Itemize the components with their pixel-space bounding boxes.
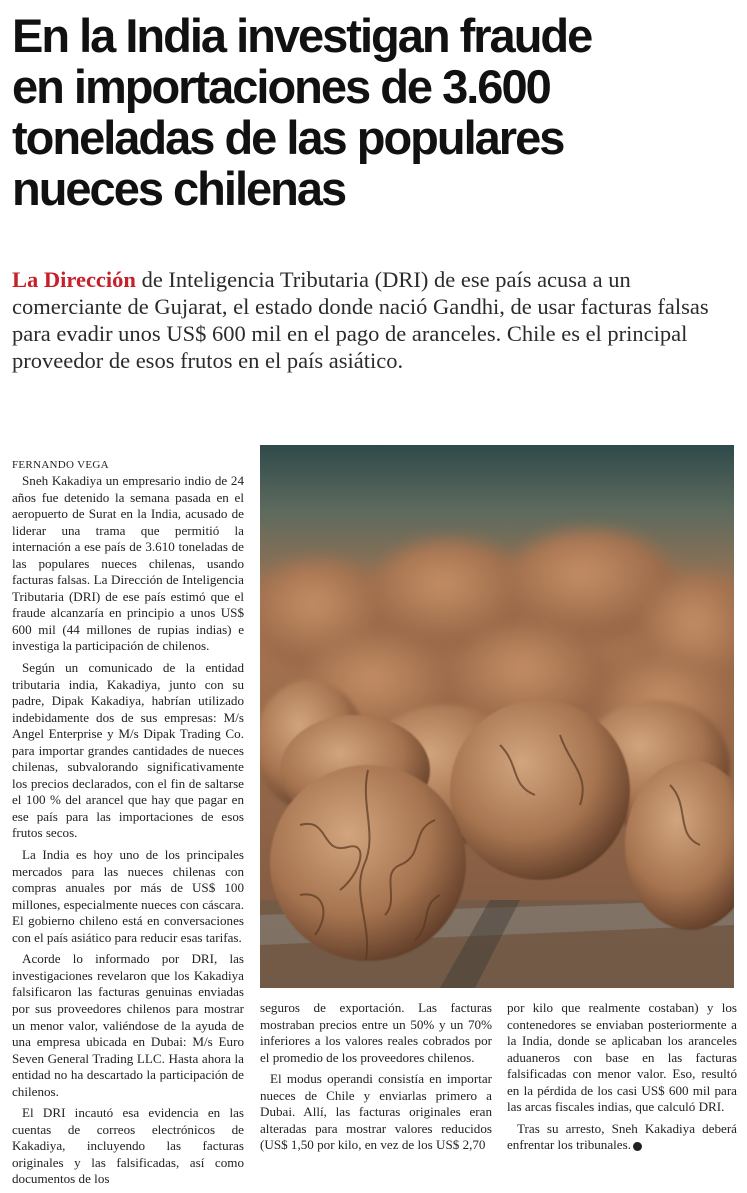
- byline: FERNANDO VEGA: [12, 459, 109, 471]
- walnuts-illustration: [260, 445, 734, 988]
- headline-line: toneladas de las populares: [12, 111, 564, 164]
- lead-paragraph: [12, 266, 737, 374]
- article-paragraph: por kilo que realmente costaban) y los contenedores se enviaban posteriormente a la India, donde se aplicaban los aranceles aduaneros con base en las facturas falsificadas con menor valor. Eso, resultó en la pérdida de los casi US$ 600 mil para las arcas fiscales indias, que calculó DRI.: [507, 1000, 737, 1115]
- article-paragraph: El DRI incautó esa evidencia en las cuentas de correos electrónicos de Kakadiya, incluyendo las facturas originales y las falsificadas, así como documentos de los: [12, 1105, 244, 1187]
- article-column-1: [12, 458, 244, 1193]
- article-paragraph: seguros de exportación. Las facturas mostraban precios entre un 50% y un 70% inferiores a los valores reales cobrados por el promedio de los proveedores chilenos.: [260, 1000, 492, 1065]
- headline: [12, 10, 737, 214]
- headline-line: nueces chilenas: [12, 162, 346, 215]
- lead-text: de Inteligencia Tributaria (DRI) de ese país acusa a un comerciante de Gujarat, el estado donde nació Gandhi, de usar facturas falsas para evadir unos US$ 600 mil en el pago de aranceles. Chile es el principal proveedor de esos frutos en el país asiático.: [12, 267, 709, 373]
- walnuts-photo: [260, 445, 734, 988]
- article-paragraph: La India es hoy uno de los principales mercados para las nueces chilenas con compras anuales por más de US$ 100 millones, especialmente nueces con cáscara. El gobierno chileno está en conversaciones con el país asiático para reducir esas tarifas.: [12, 847, 244, 945]
- lead-kicker: La Dirección: [12, 267, 136, 292]
- article-paragraph: El modus operandi consistía en importar nueces de Chile y enviarlas primero a Dubai. Allí, las facturas originales eran alteradas para mostrar valores reducidos (US$ 1,50 por kilo, en vez de los US$ 2,70: [260, 1071, 492, 1153]
- end-of-article-icon: ●: [633, 1142, 642, 1151]
- headline-line: En la India investigan fraude: [12, 9, 592, 62]
- article-column-2: [260, 1000, 492, 1159]
- closing-text: Tras su arresto, Sneh Kakadiya deberá enfrentar los tribunales.: [507, 1120, 737, 1153]
- article-paragraph: Sneh Kakadiya un empresario indio de 24 años fue detenido la semana pasada en el aeropuerto de Surat en la India, acusado de liderar una trama que permitió la internación a ese país de 3.610 toneladas de las populares nueces chilenas, usando facturas falsas. La Dirección de Inteligencia Tributaria (DRI) de ese país estimó que el fraude alcanzaría en principio a unos US$ 600 mil (44 millones de rupias indias) e investiga la participación de chilenos.: [12, 473, 244, 654]
- headline-line: en importaciones de 3.600: [12, 60, 550, 113]
- article-paragraph: Acorde lo informado por DRI, las investigaciones revelaron que los Kakadiya falsificaron las facturas genuinas enviadas por sus proveedores chilenos para mostrar un menor valor, valiéndose de la ayuda de una empresa ubicada en Dubai: M/s Euro Seven General Trading LLC. Hasta ahora la entidad no ha descartado la participación de chilenos.: [12, 951, 244, 1099]
- article-paragraph: [507, 1121, 737, 1154]
- article-column-3: [507, 1000, 737, 1159]
- article-paragraph: Según un comunicado de la entidad tributaria india, Kakadiya, junto con su padre, Dipak Kakadiya, habrían utilizado indebidamente dos de sus empresas: M/s Angel Enterprise y M/s Dipak Trading Co. para importar grandes cantidades de nueces chilenas, subvalorando significativamente los precios declarados, con el fin de saltarse el 100 % del arancel que hay que pagar en ese país para las importaciones de esos frutos secos.: [12, 660, 244, 841]
